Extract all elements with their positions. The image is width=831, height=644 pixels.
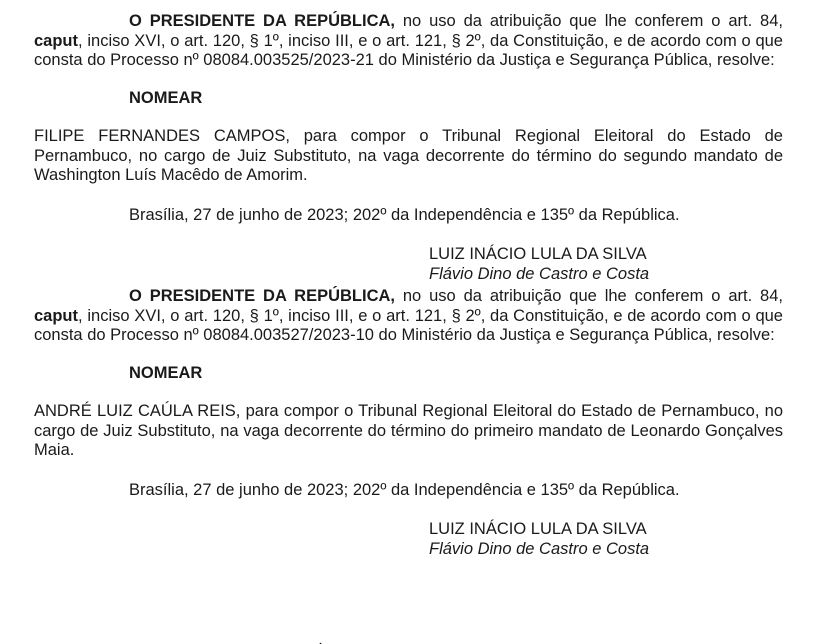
preamble-text: , inciso XVI, o art. 120, § 1º, inciso III, e o art. 121, § 2º, da Constituição, e de acordo com o que consta do Processo nº 08084.003525/2023-21 do Ministério da Justiça e Segurança Pública, resolve: — [34, 31, 783, 69]
preamble-lead: O PRESIDENTE DA REPÚBLICA, — [129, 12, 395, 30]
decree-signatures — [34, 245, 783, 284]
decree-1 — [34, 12, 783, 284]
cut-off-next-line — [300, 636, 340, 644]
decree-2 — [34, 287, 783, 559]
decree-preamble — [34, 12, 783, 71]
preamble-lead: O PRESIDENTE DA REPÚBLICA, — [129, 287, 395, 305]
signature-minister: Flávio Dino de Castro e Costa — [429, 539, 650, 558]
decree-body: FILIPE FERNANDES CAMPOS, para compor o Tribunal Regional Eleitoral do Estado de Pernambuco, no cargo de Juiz Substituto, na vaga decorrente do término do segundo mandato de Washington Luís Macêdo de Amorim. — [34, 127, 783, 184]
preamble-text: , inciso XVI, o art. 120, § 1º, inciso III, e o art. 121, § 2º, da Constituição, e de acordo com o que consta do Processo nº 08084.003527/2023-10 do Ministério da Justiça e Segurança Pública, resolve: — [34, 306, 783, 344]
decree-dateline: Brasília, 27 de junho de 2023; 202º da Independência e 135º da República. — [129, 480, 680, 499]
preamble-text: no uso da atribuição que lhe conferem o art. 84, — [395, 287, 783, 305]
signature-minister: Flávio Dino de Castro e Costa — [429, 264, 650, 283]
preamble-caput: caput — [34, 306, 79, 325]
decree-heading: NOMEAR — [129, 363, 203, 382]
decree-body: ANDRÉ LUIZ CAÚLA REIS, para compor o Tribunal Regional Eleitoral do Estado de Pernambuco, no cargo de Juiz Substituto, na vaga decorrente do término do primeiro mandato de Leonardo Gonçalves Maia. — [34, 402, 783, 459]
decree-signatures — [34, 520, 783, 559]
preamble-caput: caput — [34, 31, 79, 50]
decree-preamble — [34, 287, 783, 346]
document-page — [34, 12, 783, 559]
decree-heading: NOMEAR — [129, 88, 203, 107]
signature-president: LUIZ INÁCIO LULA DA SILVA — [429, 245, 647, 263]
decree-dateline: Brasília, 27 de junho de 2023; 202º da Independência e 135º da República. — [129, 205, 680, 224]
preamble-text: no uso da atribuição que lhe conferem o art. 84, — [395, 12, 783, 30]
signature-president: LUIZ INÁCIO LULA DA SILVA — [429, 520, 647, 538]
